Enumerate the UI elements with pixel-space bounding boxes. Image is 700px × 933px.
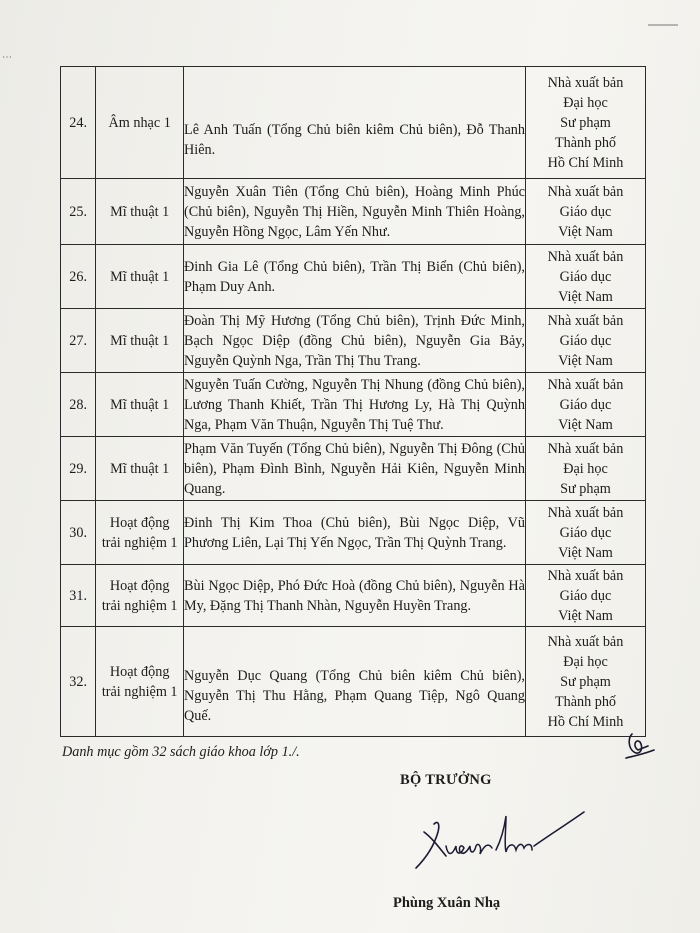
subject-line: Âm nhạc 1 [108,114,171,131]
row-number: 30. [61,501,96,565]
publisher-line: Sư phạm [560,480,611,497]
publisher-line: Nhà xuất bản [547,376,624,393]
publisher-line: Thành phố [554,134,617,151]
authors-cell: Bùi Ngọc Diệp, Phó Đức Hoà (đồng Chủ biên), Nguyễn Hà My, Đặng Thị Thanh Nhàn, Nguyễn Huyền Trang. [184,565,526,627]
publisher-line: Nhà xuất bản [547,440,624,457]
subject-line: Hoạt động [109,514,170,531]
publisher-line: Giáo dục [559,332,612,349]
publisher-line: Nhà xuất bản [547,74,624,91]
subject-line: trải nghiệm 1 [101,534,178,551]
publisher-cell [525,437,645,501]
publisher-cell [525,309,645,373]
subject-line: Mĩ thuật 1 [110,396,170,413]
table-row [61,245,646,309]
subject-line: Mĩ thuật 1 [110,268,170,285]
authors-cell: Nguyễn Tuấn Cường, Nguyễn Thị Nhung (đồng Chủ biên), Lương Thanh Khiết, Trần Thị Hương Ly, Hà Thị Quỳnh Nga, Phạm Văn Thuận, Nguyễn Thị Tuệ Thư. [184,373,526,437]
publisher-line: Việt Nam [558,223,613,240]
publisher-line: Nhà xuất bản [547,567,624,584]
subject-cell [96,309,184,373]
textbook-table [60,66,646,737]
publisher-line: Giáo dục [559,268,612,285]
publisher-line: Giáo dục [559,396,612,413]
publisher-cell [525,67,645,179]
publisher-line: Nhà xuất bản [547,183,624,200]
subject-line: Hoạt động [109,577,170,594]
publisher-line: Nhà xuất bản [547,633,624,650]
minister-name: Phùng Xuân Nhạ [393,895,501,911]
subject-line: trải nghiệm 1 [101,597,178,614]
subject-cell [96,437,184,501]
publisher-line: Nhà xuất bản [547,504,624,521]
row-number: 31. [61,565,96,627]
subject-cell [96,627,184,737]
publisher-line: Nhà xuất bản [547,312,624,329]
table-body [61,67,646,737]
row-number: 29. [61,437,96,501]
publisher-cell [525,373,645,437]
subject-line: Hoạt động [109,663,170,680]
authors-cell: Đinh Thị Kim Thoa (Chủ biên), Bùi Ngọc Diệp, Vũ Phương Liên, Lại Thị Yến Ngọc, Trần Thị Quỳnh Trang. [184,501,526,565]
publisher-line: Đại học [563,653,608,670]
row-number: 28. [61,373,96,437]
publisher-cell [525,501,645,565]
table-row [61,309,646,373]
table-row [61,67,646,179]
publisher-line: Việt Nam [558,544,613,561]
subject-cell [96,179,184,245]
publisher-line: Giáo dục [559,587,612,604]
publisher-line: Việt Nam [558,607,613,624]
publisher-line: Giáo dục [559,203,612,220]
authors-cell: Phạm Văn Tuyến (Tổng Chủ biên), Nguyễn Thị Đông (Chủ biên), Phạm Đình Bình, Nguyễn Hải Kiên, Nguyễn Minh Quang. [184,437,526,501]
publisher-cell [525,565,645,627]
table-row [61,565,646,627]
publisher-line: Đại học [563,94,608,111]
authors-cell: Nguyễn Dục Quang (Tổng Chủ biên kiêm Chủ biên), Nguyễn Thị Thu Hằng, Phạm Quang Tiệp, Ngô Quang Quế. [184,627,526,737]
subject-cell [96,67,184,179]
subject-line: Mĩ thuật 1 [110,460,170,477]
publisher-cell [525,245,645,309]
publisher-line: Sư phạm [560,673,611,690]
minister-signature [408,806,593,876]
publisher-line: Sư phạm [560,114,611,131]
corner-mark [648,24,678,30]
authors-cell: Nguyễn Xuân Tiên (Tổng Chủ biên), Hoàng Minh Phúc (Chủ biên), Nguyễn Thị Hiền, Nguyễn Minh Thiên Hoàng, Nguyễn Hồng Ngọc, Lâm Yến Như. [184,179,526,245]
subject-line: Mĩ thuật 1 [110,203,170,220]
subject-cell [96,565,184,627]
minister-title: BỘ TRƯỞNG [400,772,492,788]
initial-signature [614,724,662,772]
subject-cell [96,373,184,437]
publisher-cell [525,179,645,245]
subject-cell [96,245,184,309]
authors-cell: Đinh Gia Lê (Tổng Chủ biên), Trần Thị Biển (Chủ biên), Phạm Duy Anh. [184,245,526,309]
publisher-line: Việt Nam [558,288,613,305]
table-row [61,179,646,245]
publisher-line: Hồ Chí Minh [547,154,624,171]
authors-cell: Lê Anh Tuấn (Tổng Chủ biên kiêm Chủ biên), Đỗ Thanh Hiên. [184,67,526,179]
subject-line: trải nghiệm 1 [101,683,178,700]
row-number: 26. [61,245,96,309]
publisher-line: Việt Nam [558,416,613,433]
table-row [61,501,646,565]
row-number: 25. [61,179,96,245]
publisher-line: Giáo dục [559,524,612,541]
table-row [61,627,646,737]
publisher-line: Nhà xuất bản [547,248,624,265]
publisher-cell [525,627,645,737]
row-number: 32. [61,627,96,737]
subject-line: Mĩ thuật 1 [110,332,170,349]
publisher-line: Hồ Chí Minh [547,713,624,730]
table-row [61,373,646,437]
publisher-line: Việt Nam [558,352,613,369]
edge-dots: ⋯ [2,52,12,63]
row-number: 27. [61,309,96,373]
authors-cell: Đoàn Thị Mỹ Hương (Tổng Chủ biên), Trịnh Đức Minh, Bạch Ngọc Diệp (đồng Chủ biên), Nguyễn Gia Bảy, Nguyễn Quỳnh Nga, Trần Thị Thu Trang. [184,309,526,373]
subject-cell [96,501,184,565]
publisher-line: Thành phố [554,693,617,710]
row-number: 24. [61,67,96,179]
catalog-note: Danh mục gồm 32 sách giáo khoa lớp 1./. [62,744,300,760]
publisher-line: Đại học [563,460,608,477]
table-row [61,437,646,501]
